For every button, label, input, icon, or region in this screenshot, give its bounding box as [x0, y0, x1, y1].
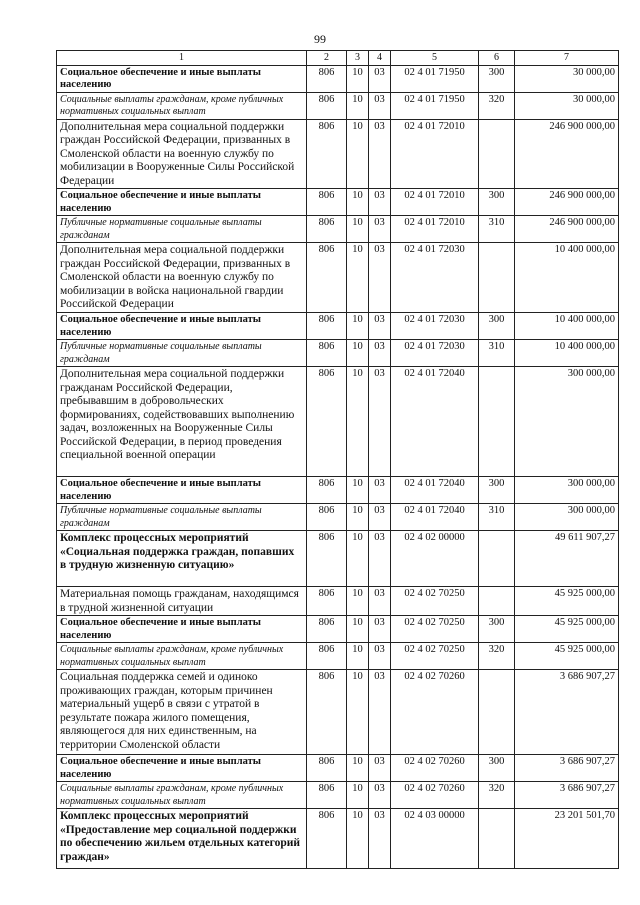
target-article-code: 02 4 02 70250 [391, 616, 479, 643]
item-name: Дополнительная мера социальной поддержки граждан Российской Федерации, призванных в Смоленской области на военную службу по мобилизации в Вооруженные Силы Российской Федерации [57, 119, 307, 189]
table-header [57, 51, 619, 66]
amount: 45 925 000,00 [515, 616, 619, 643]
table-row [57, 809, 619, 869]
ministry-code: 806 [307, 243, 347, 313]
table-row [57, 313, 619, 340]
subsection-code: 03 [369, 313, 391, 340]
target-article-code: 02 4 02 70250 [391, 643, 479, 670]
amount: 30 000,00 [515, 92, 619, 119]
ministry-code: 806 [307, 189, 347, 216]
section-code: 10 [347, 340, 369, 367]
item-name: Социальное обеспечение и иные выплаты населению [57, 65, 307, 92]
ministry-code: 806 [307, 643, 347, 670]
target-article-code: 02 4 01 72030 [391, 243, 479, 313]
table-row [57, 531, 619, 587]
amount: 246 900 000,00 [515, 189, 619, 216]
target-article-code: 02 4 01 72010 [391, 189, 479, 216]
subsection-code: 03 [369, 119, 391, 189]
ministry-code: 806 [307, 65, 347, 92]
section-code: 10 [347, 616, 369, 643]
amount: 3 686 907,27 [515, 670, 619, 755]
target-article-code: 02 4 01 71950 [391, 65, 479, 92]
target-article-code: 02 4 01 72030 [391, 313, 479, 340]
item-name: Социальные выплаты гражданам, кроме публичных нормативных социальных выплат [57, 782, 307, 809]
target-article-code: 02 4 02 00000 [391, 531, 479, 587]
table-row [57, 477, 619, 504]
section-code: 10 [347, 755, 369, 782]
table-row [57, 119, 619, 189]
expense-type-code [479, 119, 515, 189]
item-name: Дополнительная мера социальной поддержки гражданам Российской Федерации, пребывавшим в добровольческих формированиях, содействовавших выполнению задач, возложенных на Вооруженные Силы Российской Федерации, в период проведения специальной военной операции [57, 367, 307, 477]
section-code: 10 [347, 92, 369, 119]
section-code: 10 [347, 670, 369, 755]
expense-type-code [479, 243, 515, 313]
ministry-code: 806 [307, 809, 347, 869]
amount: 246 900 000,00 [515, 119, 619, 189]
target-article-code: 02 4 01 72010 [391, 119, 479, 189]
subsection-code: 03 [369, 809, 391, 869]
target-article-code: 02 4 01 72040 [391, 477, 479, 504]
item-name: Комплекс процессных мероприятий «Предоставление мер социальной поддержки по обеспечению жильем отдельных категорий граждан» [57, 809, 307, 869]
item-name: Социальные выплаты гражданам, кроме публичных нормативных социальных выплат [57, 643, 307, 670]
header-row [57, 51, 619, 66]
table-row [57, 367, 619, 477]
subsection-code: 03 [369, 367, 391, 477]
table-row [57, 92, 619, 119]
target-article-code: 02 4 01 72010 [391, 216, 479, 243]
table-row [57, 616, 619, 643]
amount: 3 686 907,27 [515, 755, 619, 782]
header-col-4: 4 [369, 51, 391, 66]
header-col-5: 5 [391, 51, 479, 66]
ministry-code: 806 [307, 367, 347, 477]
header-col-6: 6 [479, 51, 515, 66]
item-name: Комплекс процессных мероприятий «Социальная поддержка граждан, попавших в трудную жизненную ситуацию» [57, 531, 307, 587]
target-article-code: 02 4 02 70260 [391, 670, 479, 755]
table-row [57, 782, 619, 809]
subsection-code: 03 [369, 243, 391, 313]
target-article-code: 02 4 01 72030 [391, 340, 479, 367]
expense-type-code: 320 [479, 92, 515, 119]
table-row [57, 216, 619, 243]
amount: 30 000,00 [515, 65, 619, 92]
expense-type-code [479, 367, 515, 477]
subsection-code: 03 [369, 755, 391, 782]
section-code: 10 [347, 367, 369, 477]
expense-type-code: 300 [479, 189, 515, 216]
amount: 10 400 000,00 [515, 340, 619, 367]
subsection-code: 03 [369, 670, 391, 755]
table-row [57, 65, 619, 92]
amount: 10 400 000,00 [515, 243, 619, 313]
section-code: 10 [347, 189, 369, 216]
ministry-code: 806 [307, 755, 347, 782]
item-name: Дополнительная мера социальной поддержки граждан Российской Федерации, призванных в Смоленской области на военную службу по мобилизации в войска национальной гвардии Российской Федерации [57, 243, 307, 313]
expense-type-code: 320 [479, 782, 515, 809]
amount: 3 686 907,27 [515, 782, 619, 809]
table-row [57, 504, 619, 531]
header-col-3: 3 [347, 51, 369, 66]
subsection-code: 03 [369, 92, 391, 119]
ministry-code: 806 [307, 504, 347, 531]
item-name: Социальное обеспечение и иные выплаты населению [57, 477, 307, 504]
section-code: 10 [347, 65, 369, 92]
item-name: Публичные нормативные социальные выплаты гражданам [57, 340, 307, 367]
expense-type-code: 300 [479, 477, 515, 504]
subsection-code: 03 [369, 216, 391, 243]
target-article-code: 02 4 02 70260 [391, 755, 479, 782]
section-code: 10 [347, 643, 369, 670]
section-code: 10 [347, 587, 369, 616]
table-body [57, 65, 619, 869]
expense-type-code [479, 809, 515, 869]
item-name: Социальное обеспечение и иные выплаты населению [57, 616, 307, 643]
page-number: 99 [314, 32, 326, 46]
section-code: 10 [347, 313, 369, 340]
table-row [57, 643, 619, 670]
section-code: 10 [347, 531, 369, 587]
subsection-code: 03 [369, 477, 391, 504]
item-name: Публичные нормативные социальные выплаты гражданам [57, 504, 307, 531]
header-col-1: 1 [57, 51, 307, 66]
amount: 45 925 000,00 [515, 643, 619, 670]
target-article-code: 02 4 01 72040 [391, 367, 479, 477]
expense-type-code: 320 [479, 643, 515, 670]
target-article-code: 02 4 02 70250 [391, 587, 479, 616]
subsection-code: 03 [369, 504, 391, 531]
expense-type-code: 300 [479, 616, 515, 643]
expense-type-code [479, 670, 515, 755]
item-name: Материальная помощь гражданам, находящимся в трудной жизненной ситуации [57, 587, 307, 616]
header-col-2: 2 [307, 51, 347, 66]
ministry-code: 806 [307, 340, 347, 367]
amount: 246 900 000,00 [515, 216, 619, 243]
table-row [57, 340, 619, 367]
amount: 300 000,00 [515, 367, 619, 477]
amount: 23 201 501,70 [515, 809, 619, 869]
amount: 49 611 907,27 [515, 531, 619, 587]
subsection-code: 03 [369, 587, 391, 616]
item-name: Социальная поддержка семей и одиноко проживающих граждан, которым причинен материальный ущерб в связи с утратой в результате пожара жилого помещения, являющегося для них единственным, на территории Смоленской области [57, 670, 307, 755]
table-row [57, 587, 619, 616]
table-row [57, 243, 619, 313]
item-name: Социальное обеспечение и иные выплаты населению [57, 189, 307, 216]
target-article-code: 02 4 03 00000 [391, 809, 479, 869]
expense-type-code [479, 531, 515, 587]
target-article-code: 02 4 01 72040 [391, 504, 479, 531]
table-row [57, 755, 619, 782]
item-name: Публичные нормативные социальные выплаты гражданам [57, 216, 307, 243]
table-row [57, 670, 619, 755]
subsection-code: 03 [369, 340, 391, 367]
budget-table [56, 50, 619, 869]
expense-type-code: 310 [479, 504, 515, 531]
expense-type-code: 300 [479, 755, 515, 782]
section-code: 10 [347, 243, 369, 313]
item-name: Социальное обеспечение и иные выплаты населению [57, 313, 307, 340]
expense-type-code [479, 587, 515, 616]
subsection-code: 03 [369, 782, 391, 809]
table-row [57, 189, 619, 216]
ministry-code: 806 [307, 670, 347, 755]
ministry-code: 806 [307, 531, 347, 587]
section-code: 10 [347, 782, 369, 809]
target-article-code: 02 4 01 71950 [391, 92, 479, 119]
subsection-code: 03 [369, 531, 391, 587]
expense-type-code: 310 [479, 216, 515, 243]
header-col-7: 7 [515, 51, 619, 66]
subsection-code: 03 [369, 65, 391, 92]
subsection-code: 03 [369, 189, 391, 216]
amount: 300 000,00 [515, 504, 619, 531]
ministry-code: 806 [307, 216, 347, 243]
ministry-code: 806 [307, 92, 347, 119]
expense-type-code: 300 [479, 65, 515, 92]
ministry-code: 806 [307, 782, 347, 809]
expense-type-code: 310 [479, 340, 515, 367]
ministry-code: 806 [307, 587, 347, 616]
subsection-code: 03 [369, 643, 391, 670]
target-article-code: 02 4 02 70260 [391, 782, 479, 809]
amount: 300 000,00 [515, 477, 619, 504]
expense-type-code: 300 [479, 313, 515, 340]
section-code: 10 [347, 477, 369, 504]
item-name: Социальное обеспечение и иные выплаты населению [57, 755, 307, 782]
ministry-code: 806 [307, 313, 347, 340]
section-code: 10 [347, 216, 369, 243]
amount: 45 925 000,00 [515, 587, 619, 616]
ministry-code: 806 [307, 477, 347, 504]
section-code: 10 [347, 504, 369, 531]
ministry-code: 806 [307, 616, 347, 643]
item-name: Социальные выплаты гражданам, кроме публичных нормативных социальных выплат [57, 92, 307, 119]
subsection-code: 03 [369, 616, 391, 643]
ministry-code: 806 [307, 119, 347, 189]
section-code: 10 [347, 809, 369, 869]
section-code: 10 [347, 119, 369, 189]
amount: 10 400 000,00 [515, 313, 619, 340]
